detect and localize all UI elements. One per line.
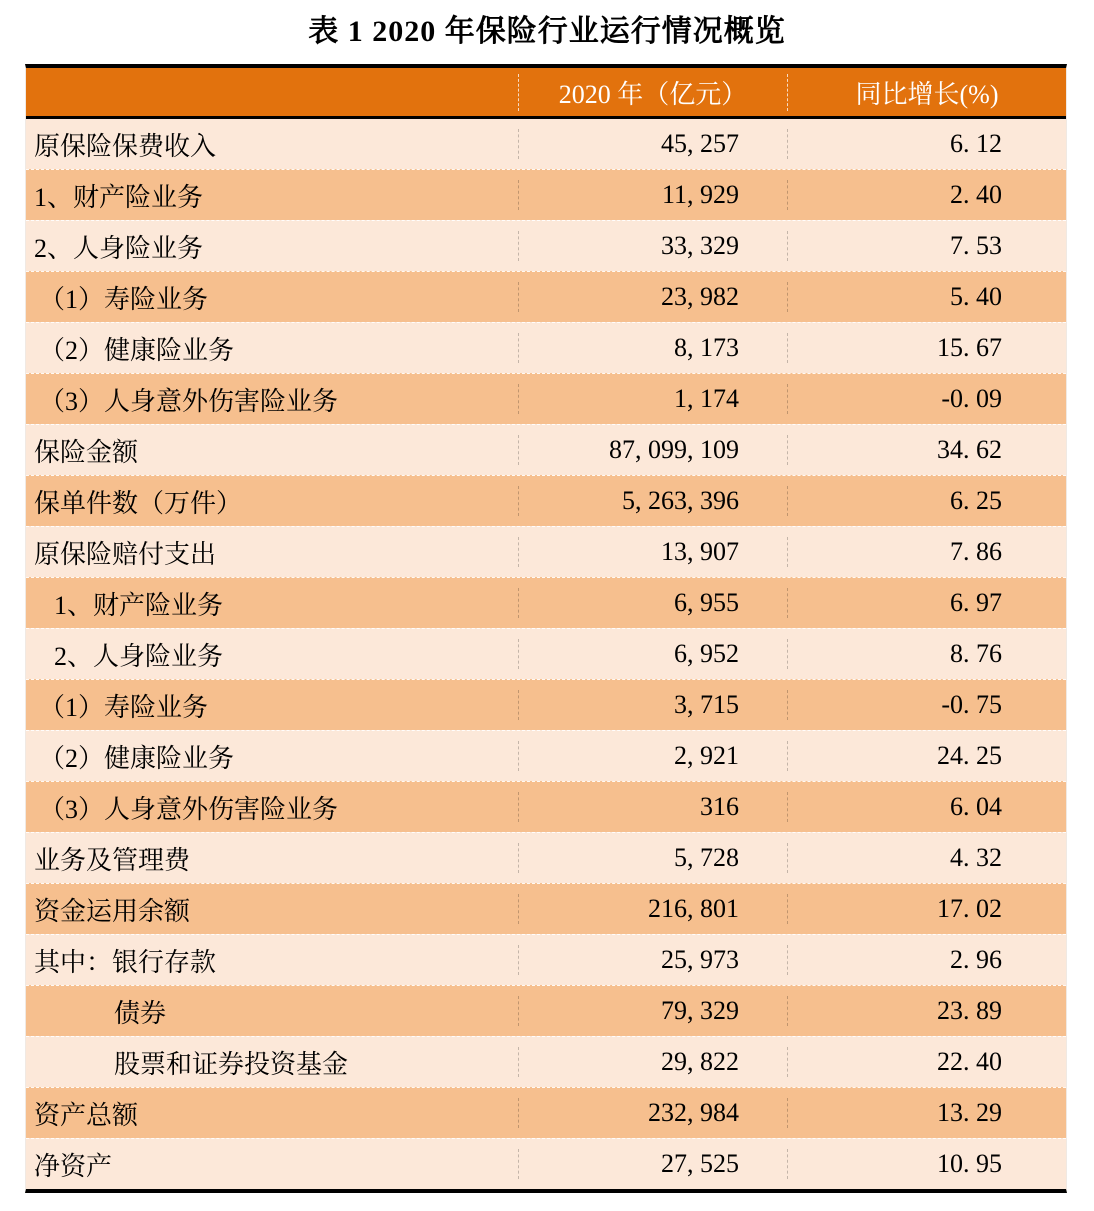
row-label: （2）健康险业务 <box>39 743 235 773</box>
row-label: 1、财产险业务 <box>34 182 204 212</box>
row-value-2020: 2, 921 <box>518 741 787 771</box>
page-title: 表 1 2020 年保险行业运行情况概览 <box>308 15 786 48</box>
row-yoy-growth: 13. 29 <box>787 1098 1066 1128</box>
row-label: 保单件数（万件） <box>34 488 243 518</box>
row-value-2020: 232, 984 <box>518 1098 787 1128</box>
row-label: 保险金额 <box>34 437 139 467</box>
row-label: 业务及管理费 <box>34 845 191 875</box>
row-yoy-growth: 23. 89 <box>787 996 1066 1026</box>
row-label: （2）健康险业务 <box>39 335 235 365</box>
table-row <box>26 119 1066 169</box>
row-value-2020: 216, 801 <box>518 894 787 924</box>
row-yoy-growth: 6. 04 <box>787 792 1066 822</box>
row-label: （1）寿险业务 <box>39 284 209 314</box>
row-label: 2、人身险业务 <box>34 233 204 263</box>
row-value-2020: 33, 329 <box>518 231 787 261</box>
row-label: 1、财产险业务 <box>54 590 224 620</box>
table-row <box>26 679 1066 730</box>
row-yoy-growth: 6. 97 <box>787 588 1066 618</box>
row-yoy-growth: 24. 25 <box>787 741 1066 771</box>
row-value-2020: 29, 822 <box>518 1047 787 1077</box>
row-value-2020: 8, 173 <box>518 333 787 363</box>
row-label: （3）人身意外伤害险业务 <box>39 794 339 824</box>
header-cell-2020-value: 2020 年（亿元） <box>518 74 787 111</box>
row-value-2020: 11, 929 <box>518 180 787 210</box>
row-value-2020: 1, 174 <box>518 384 787 414</box>
row-label: 净资产 <box>34 1151 113 1181</box>
row-value-2020: 79, 329 <box>518 996 787 1026</box>
table-row <box>26 1087 1066 1138</box>
row-label: 股票和证券投资基金 <box>114 1049 349 1079</box>
insurance-overview-table <box>25 64 1067 1193</box>
row-yoy-growth: 34. 62 <box>787 435 1066 465</box>
table-row <box>26 169 1066 220</box>
row-label: 债券 <box>114 998 167 1028</box>
row-value-2020: 27, 525 <box>518 1149 787 1179</box>
row-yoy-growth: 2. 40 <box>787 180 1066 210</box>
row-yoy-growth: 7. 53 <box>787 231 1066 261</box>
row-yoy-growth: 8. 76 <box>787 639 1066 669</box>
row-value-2020: 6, 955 <box>518 588 787 618</box>
row-label: 资产总额 <box>34 1100 139 1130</box>
table-row <box>26 475 1066 526</box>
table-row <box>26 985 1066 1036</box>
row-label: 其中：银行存款 <box>34 947 217 977</box>
row-yoy-growth: 6. 25 <box>787 486 1066 516</box>
table-body <box>26 119 1066 1189</box>
table-row <box>26 1138 1066 1189</box>
table-row <box>26 781 1066 832</box>
header-cell-yoy-growth: 同比增长(%) <box>787 74 1066 111</box>
table-row <box>26 220 1066 271</box>
table-row <box>26 934 1066 985</box>
row-value-2020: 3, 715 <box>518 690 787 720</box>
row-value-2020: 45, 257 <box>518 129 787 159</box>
row-value-2020: 25, 973 <box>518 945 787 975</box>
row-value-2020: 316 <box>518 792 787 822</box>
table-row <box>26 883 1066 934</box>
table-row <box>26 577 1066 628</box>
table-row <box>26 424 1066 475</box>
row-yoy-growth: 22. 40 <box>787 1047 1066 1077</box>
row-label: 2、人身险业务 <box>54 641 224 671</box>
row-value-2020: 87, 099, 109 <box>518 435 787 465</box>
row-label: （1）寿险业务 <box>39 692 209 722</box>
row-label: 原保险保费收入 <box>34 131 217 161</box>
row-yoy-growth: -0. 75 <box>787 690 1066 720</box>
row-yoy-growth: 2. 96 <box>787 945 1066 975</box>
table-row <box>26 628 1066 679</box>
row-yoy-growth: 10. 95 <box>787 1149 1066 1179</box>
row-yoy-growth: 4. 32 <box>787 843 1066 873</box>
row-label: 原保险赔付支出 <box>34 539 217 569</box>
table-row <box>26 832 1066 883</box>
row-label: 资金运用余额 <box>34 896 191 926</box>
row-yoy-growth: 17. 02 <box>787 894 1066 924</box>
table-header-row <box>26 68 1066 119</box>
table-row <box>26 373 1066 424</box>
row-value-2020: 5, 263, 396 <box>518 486 787 516</box>
row-label: （3）人身意外伤害险业务 <box>39 386 339 416</box>
row-yoy-growth: 5. 40 <box>787 282 1066 312</box>
row-value-2020: 6, 952 <box>518 639 787 669</box>
table-row <box>26 322 1066 373</box>
table-row <box>26 271 1066 322</box>
row-yoy-growth: 7. 86 <box>787 537 1066 567</box>
row-yoy-growth: -0. 09 <box>787 384 1066 414</box>
row-value-2020: 13, 907 <box>518 537 787 567</box>
row-yoy-growth: 15. 67 <box>787 333 1066 363</box>
row-value-2020: 5, 728 <box>518 843 787 873</box>
table-row <box>26 526 1066 577</box>
row-value-2020: 23, 982 <box>518 282 787 312</box>
table-row <box>26 730 1066 781</box>
row-yoy-growth: 6. 12 <box>787 129 1066 159</box>
table-row <box>26 1036 1066 1087</box>
